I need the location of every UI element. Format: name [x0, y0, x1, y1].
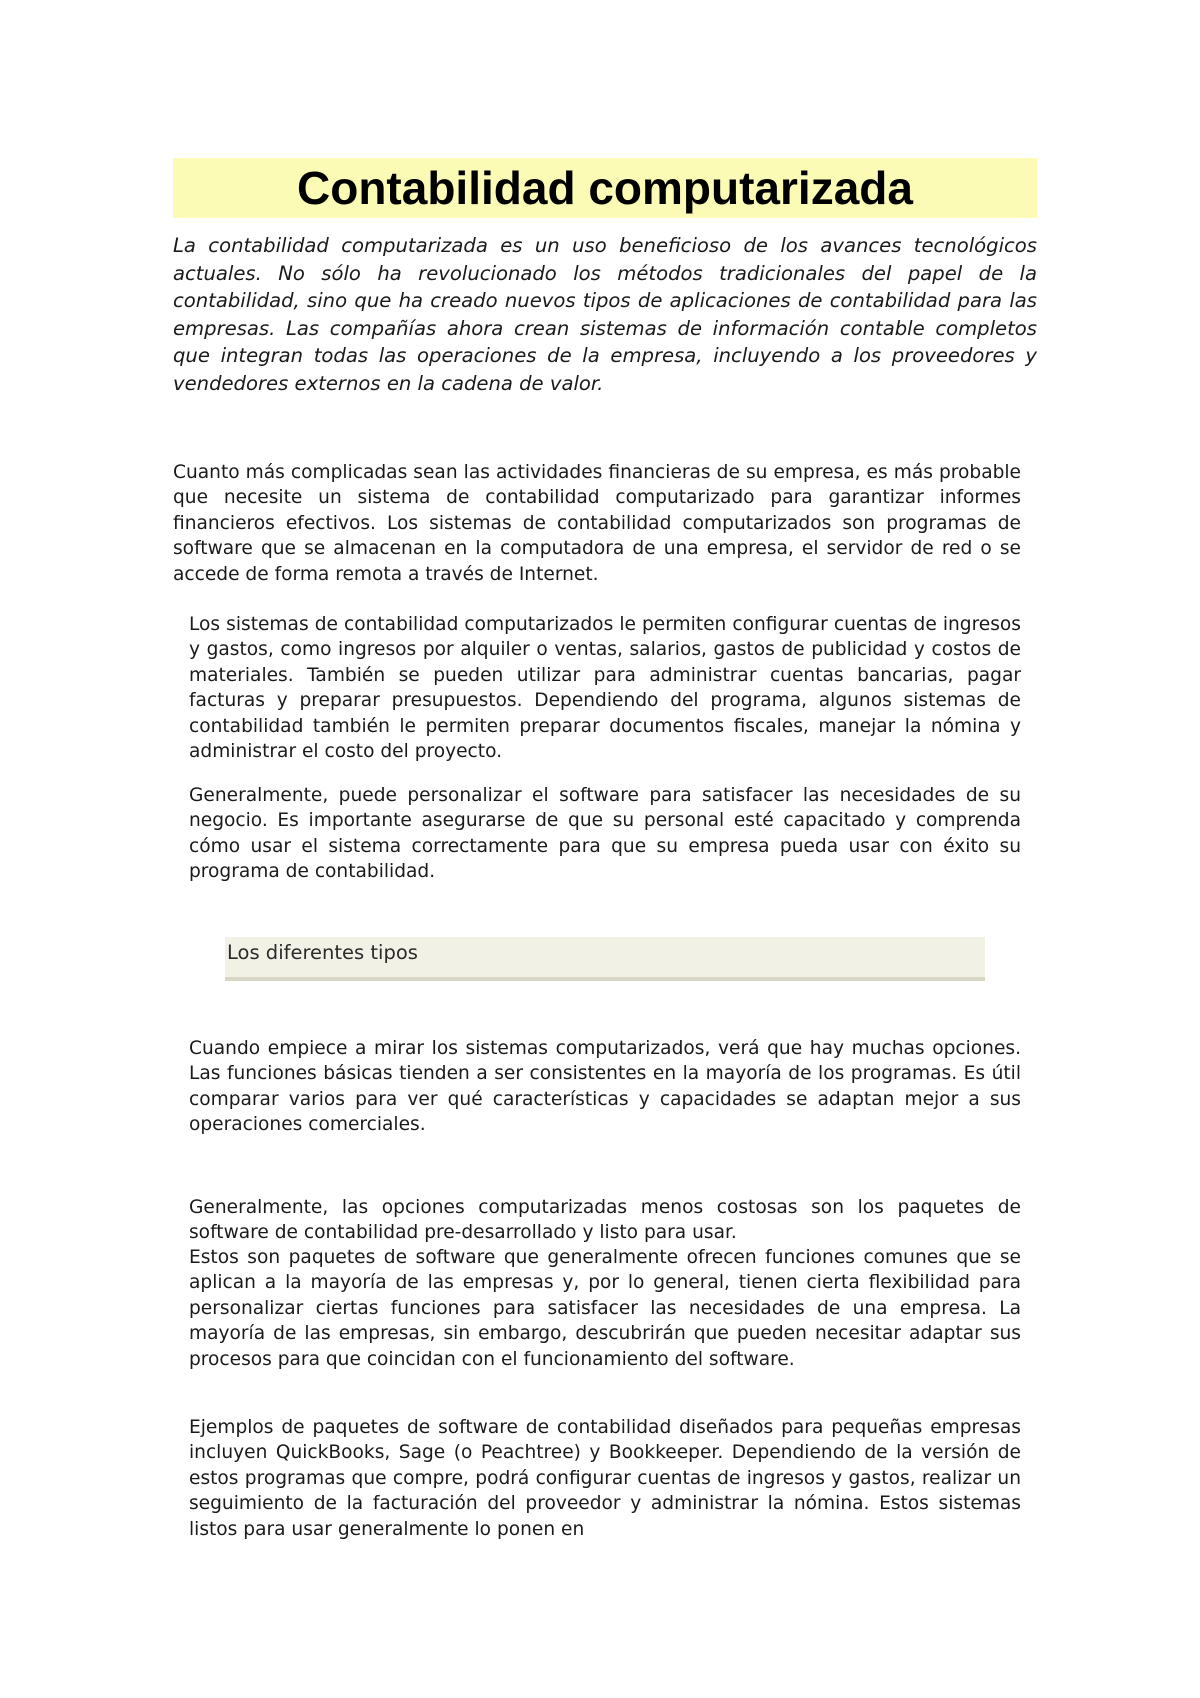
body-paragraph: Cuando empiece a mirar los sistemas computarizados, verá que hay muchas opciones. Las funciones básicas tienden a ser consistentes en la mayoría de los programas. Es útil comparar varios para ver qué características y capacidades se adaptan mejor a sus operaciones comerciales.: [189, 1038, 1021, 1136]
intro-paragraph: La contabilidad computarizada es un uso beneficioso de los avances tecnológicos actuales. No sólo ha revolucionado los métodos tradicionales del papel de la contabilidad, sino que ha creado nuevos tipos de aplicaciones de contabilidad para las empresas. Las compañías ahora crean sistemas de información contable completos que integran todas las operaciones de la empresa, incluyendo a los proveedores y vendedores externos en la cadena de valor.: [173, 234, 1037, 395]
body-paragraph: Los sistemas de contabilidad computarizados le permiten configurar cuentas de ingresos y gastos, como ingresos por alquiler o ventas, salarios, gastos de publicidad y costos de materiales. También se pueden utilizar para administrar cuentas bancarias, pagar facturas y preparar presupuestos. Dependiendo del programa, algunos sistemas de contabilidad también le permiten preparar documentos fiscales, manejar la nómina y administrar el costo del proyecto.: [189, 614, 1021, 763]
title-band: [173, 158, 1037, 218]
body-paragraph: Cuanto más complicadas sean las actividades financieras de su empresa, es más probable que necesite un sistema de contabilidad computarizado para garantizar informes financieros efectivos. Los sistemas de contabilidad computarizados son programas de software que se almacenan en la computadora de una empresa, el servidor de red o se accede de forma remota a través de Internet.: [173, 462, 1021, 585]
body-paragraph: Generalmente, las opciones computarizadas menos costosas son los paquetes de software de contabilidad pre-desarrollado y listo para usar.: [189, 1197, 1021, 1244]
section-heading: Los diferentes tipos: [227, 941, 418, 964]
body-paragraph: Estos son paquetes de software que generalmente ofrecen funciones comunes que se aplican a la mayoría de las empresas y, por lo general, tienen cierta flexibilidad para personalizar ciertas funciones para satisfacer las necesidades de una empresa. La mayoría de las empresas, sin embargo, descubrirán que pueden necesitar adaptar sus procesos para que coincidan con el funcionamiento del software.: [189, 1247, 1021, 1370]
document-title: Contabilidad computarizada: [297, 162, 913, 214]
body-paragraph: Generalmente, puede personalizar el software para satisfacer las necesidades de su negocio. Es importante asegurarse de que su personal esté capacitado y comprenda cómo usar el sistema correctamente para que su empresa pueda usar con éxito su programa de contabilidad.: [189, 785, 1021, 883]
section-heading-box: [225, 937, 985, 981]
body-paragraph: Ejemplos de paquetes de software de contabilidad diseñados para pequeñas empresas incluyen QuickBooks, Sage (o Peachtree) y Bookkeeper. Dependiendo de la versión de estos programas que compre, podrá configurar cuentas de ingresos y gastos, realizar un seguimiento de la facturación del proveedor y administrar la nómina. Estos sistemas listos para usar generalmente lo ponen en: [189, 1417, 1021, 1540]
